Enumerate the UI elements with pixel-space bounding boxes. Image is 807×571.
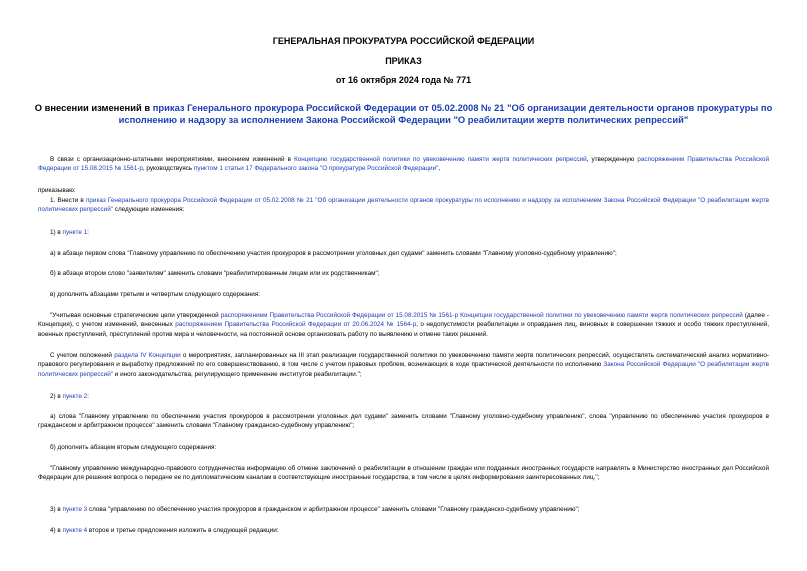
point-4-paragraph bbox=[38, 526, 769, 535]
quote-1-concept-link[interactable]: Концепции государственной политики по увековечению памяти жертв политических репрессий bbox=[460, 312, 743, 319]
point-2-paragraph bbox=[38, 392, 769, 401]
organization-heading: ГЕНЕРАЛЬНАЯ ПРОКУРАТУРА РОССИЙСКОЙ ФЕДЕРАЦИИ bbox=[272, 36, 535, 46]
quote-1-amendment-order-link[interactable]: распоряжением Правительства Российской Федерации от 20.06.2024 № 1564-р bbox=[175, 321, 417, 329]
order-word: приказываю: bbox=[38, 187, 76, 194]
intro-text-1: В связи с организационно-штатными мероприятиями, внесением изменений в bbox=[50, 156, 295, 163]
item-1-text-2: следующие изменения: bbox=[113, 206, 185, 214]
concept-link[interactable]: Концепцию государственной политики по увековечению памяти жертв политических репрессий bbox=[294, 156, 587, 163]
title-prefix: О внесении изменений в bbox=[34, 102, 153, 113]
point-3-link[interactable]: пункте 3 bbox=[62, 506, 88, 513]
point-3-paragraph bbox=[38, 505, 769, 514]
quote-3-paragraph: "Главному управлению международно-правового сотрудничества информацию об отмене заключений о реабилитации в отношении граждан или подданных иностранных государств направлять в Министерство иностранных дел Российской Федерации для решения вопроса о передаче ее по дипломатическим каналам в соответствующие иностранные государства, в том числе в целях информирования заинтересованных лиц."; bbox=[38, 465, 769, 482]
point-3-text-1: 3) в bbox=[50, 506, 63, 513]
intro-text-4: , bbox=[438, 165, 441, 173]
point-2-text-1: 2) в bbox=[50, 393, 63, 400]
point-1-text-2: : bbox=[87, 229, 89, 236]
intro-text-2: , утвержденную bbox=[586, 156, 638, 163]
quote-1-paragraph bbox=[38, 311, 769, 339]
item-1-order-link[interactable]: приказ Генерального прокурора Российской Федерации от 05.02.2008 № 21 "Об организации деятельности органов прокуратуры по исполнению и надзору за исполнением Закона Российской Федерации "О реабилитации жертв политических репрессий" bbox=[38, 197, 769, 214]
point-3-text-2: слова "управлению по обеспечению участия прокуроров в гражданском и арбитражном процессе" заменить словами "Главному гражданско-судебному управлению"; bbox=[87, 506, 580, 513]
point-4-text-2: второе и третье предложения изложить в следующей редакции: bbox=[87, 527, 279, 534]
date-number-heading: от 16 октября 2024 года № 771 bbox=[335, 75, 472, 85]
quote-1-text-1: "Учитывая основные стратегические цели утвержденной bbox=[50, 312, 221, 319]
concept-section-4-link[interactable]: раздела IV Концепции bbox=[114, 352, 181, 359]
item-1-text-1: 1. Внести в bbox=[50, 197, 86, 204]
document-type-heading: ПРИКАЗ bbox=[385, 56, 422, 66]
government-order-link[interactable]: распоряжением Правительства Российской Федерации от 15.08.2015 № 1561-р bbox=[38, 156, 769, 173]
quote-1-text-3: (далее - Концепция), с учетом изменений, внесенных bbox=[38, 312, 769, 329]
point-4-link[interactable]: пункте 4 bbox=[62, 527, 88, 534]
point-2a-paragraph: а) слова "Главному управлению по обеспечению участия прокуроров в рассмотрении уголовных дел судами" заменить словами "Главному уголовно-судебному управлению", слова "управлению по обеспечению участия прокуроров в гражданском и арбитражном процессе" заменить словами "Главному гражданско-судебному управлению"; bbox=[38, 413, 769, 430]
point-1-text-1: 1) в bbox=[50, 229, 63, 236]
point-1-paragraph bbox=[38, 228, 769, 237]
point-1c-paragraph: в) дополнить абзацами третьим и четвертым следующего содержания: bbox=[50, 291, 261, 298]
title-order-link[interactable]: приказ Генерального прокурора Российской Федерации от 05.02.2008 № 21 "Об организации деятельности органов прокуратуры по исполнению и надзору за исполнением Закона Российской Федерации "О реабилитации жертв политических репрессий" bbox=[118, 102, 773, 125]
quote-2-text-2: о мероприятиях, запланированных на III этап реализации государственной политики по увековечению памяти жертв политических репрессий, осуществлять систематический анализ нормативно-правового регулирования и выработку предложений по его совершенствованию, в том числе с учетом правовых проблем, возникающих в ходе практической деятельности по исполнению bbox=[38, 352, 770, 369]
rehabilitation-law-link[interactable]: Закона Российской Федерации "О реабилитации жертв политических репрессий" bbox=[38, 361, 769, 378]
intro-text-3: , руководствуясь bbox=[142, 165, 194, 173]
point-1-link[interactable]: пункте 1 bbox=[62, 229, 88, 236]
point-4-text-1: 4) в bbox=[50, 527, 63, 534]
point-2-text-2: : bbox=[87, 393, 89, 400]
point-2-link[interactable]: пункте 2 bbox=[62, 393, 88, 400]
item-1-paragraph bbox=[38, 196, 769, 215]
quote-1-text-4: , о недопустимости реабилитации и оправдания лиц, виновных в совершении тяжких и особо тяжких преступлений, военных преступлений, преступлений против мира и человечности, на постоянной основе организовать работу по выявлению и отмене таких решений. bbox=[38, 321, 770, 338]
federal-law-link[interactable]: пунктом 1 статьи 17 Федерального закона "О прокуратуре Российской Федерации" bbox=[193, 165, 439, 173]
point-2b-paragraph: б) дополнить абзацем вторым следующего содержания: bbox=[50, 444, 217, 451]
point-1a-paragraph: а) в абзаце первом слова "Главному управлению по обеспечению участия прокуроров в рассмотрении уголовных дел судами" заменить словами "Главному уголовно-судебному управлению"; bbox=[50, 250, 617, 257]
quote-2-text-1: С учетом положений bbox=[50, 352, 115, 359]
intro-paragraph bbox=[38, 155, 769, 174]
document-title bbox=[30, 102, 777, 126]
point-1b-paragraph: б) в абзаце втором слово "заявителям" заменить словами "реабилитированным лицам или их родственникам"; bbox=[50, 270, 380, 277]
quote-1-government-order-link[interactable]: распоряжением Правительства Российской Федерации от 15.08.2015 № 1561-р bbox=[220, 312, 459, 319]
quote-2-paragraph bbox=[38, 351, 769, 379]
quote-2-text-3: и иного законодательства, регулирующего применение институтов реабилитации."; bbox=[113, 370, 362, 378]
